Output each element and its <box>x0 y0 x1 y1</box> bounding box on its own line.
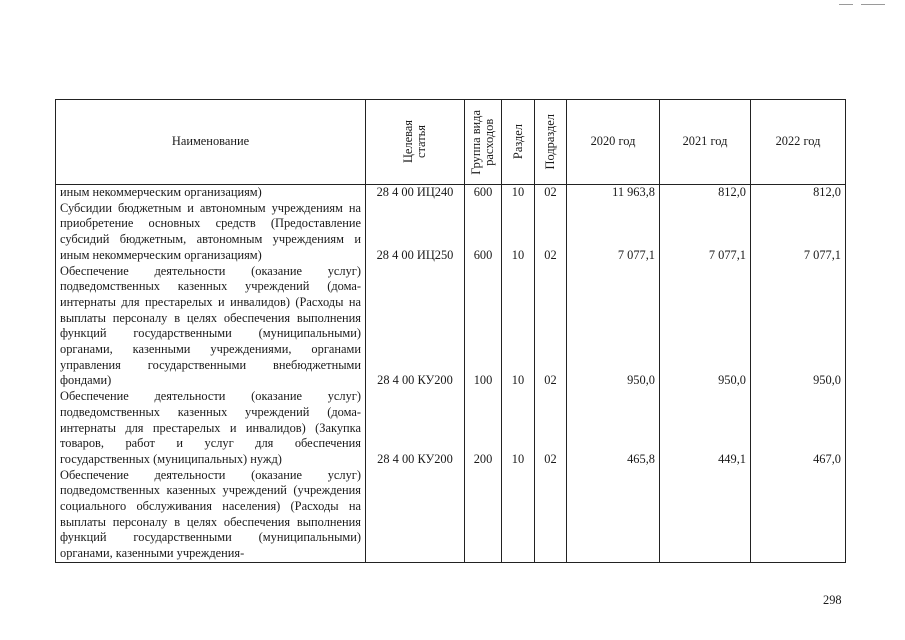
header-section-label: Раздел <box>510 124 525 160</box>
row-name: иным некоммерческим организациям) <box>56 185 366 201</box>
budget-table <box>55 99 846 563</box>
header-target-article <box>366 100 465 185</box>
header-expense-group <box>465 100 502 185</box>
header-name-label: Наименование <box>171 134 250 149</box>
header-2022-label: 2022 год <box>775 134 821 149</box>
header-section <box>502 100 535 185</box>
header-expense-group-label: Группа вида расходов <box>469 109 496 175</box>
row-name: Субсидии бюджетным и автономным учреждениям на приобретение основных средств (Предоставление субсидий бюджетным, автономным учреждениям и иным некоммерческим организациям) <box>56 201 366 264</box>
header-subsection <box>535 100 567 185</box>
edge-mark <box>861 4 885 5</box>
row-2021: 950,0 <box>660 264 751 390</box>
row-2021: 7 077,1 <box>660 201 751 264</box>
row-subsection <box>535 468 567 563</box>
table-row <box>56 185 846 201</box>
row-name: Обеспечение деятельности (оказание услуг) подведомственных казенных учреждений (дома-интернаты для престарелых и инвалидов) (Расходы на выплаты персоналу в целях обеспечения выполнения функций государственными (муниципальными) органами, казенными учреждениями, органами управления государственными внебюджетными фондами) <box>56 264 366 390</box>
header-2021 <box>660 100 751 185</box>
row-2022 <box>751 468 846 563</box>
header-subsection-label: Подраздел <box>543 114 557 170</box>
row-section: 10 <box>502 201 535 264</box>
edge-mark <box>839 4 853 5</box>
row-target-article: 28 4 00 ИЦ240 <box>366 185 465 201</box>
row-2020: 950,0 <box>567 264 660 390</box>
row-target-article <box>366 468 465 563</box>
row-name: Обеспечение деятельности (оказание услуг) подведомственных казенных учреждений (дома-интернаты для престарелых и инвалидов) (Закупка товаров, работ и услуг для обеспечения государственных (муниципальных) нужд) <box>56 389 366 468</box>
row-target-article: 28 4 00 КУ200 <box>366 264 465 390</box>
row-section <box>502 468 535 563</box>
table-row <box>56 201 846 264</box>
row-2022: 7 077,1 <box>751 201 846 264</box>
row-subsection: 02 <box>535 264 567 390</box>
row-2020: 11 963,8 <box>567 185 660 201</box>
row-expense-group: 600 <box>465 185 502 201</box>
row-expense-group <box>465 468 502 563</box>
row-subsection: 02 <box>535 201 567 264</box>
row-subsection: 02 <box>535 185 567 201</box>
row-expense-group: 100 <box>465 264 502 390</box>
header-2020-label: 2020 год <box>590 134 636 149</box>
row-target-article: 28 4 00 ИЦ250 <box>366 201 465 264</box>
row-2020 <box>567 468 660 563</box>
table-row <box>56 264 846 390</box>
row-name: Обеспечение деятельности (оказание услуг) подведомственных казенных учреждений (учреждения социального обслуживания населения) (Расходы на выплаты персоналу в целях обеспечения выполнения функций государственными (муниципальными) органами, казенными учреждения- <box>56 468 366 563</box>
row-2020: 465,8 <box>567 389 660 468</box>
row-2022: 812,0 <box>751 185 846 201</box>
header-2020 <box>567 100 660 185</box>
row-expense-group: 600 <box>465 201 502 264</box>
header-row <box>56 100 846 185</box>
row-expense-group: 200 <box>465 389 502 468</box>
header-name <box>56 100 366 185</box>
row-section: 10 <box>502 264 535 390</box>
row-2022: 467,0 <box>751 389 846 468</box>
page-edge-marks <box>839 4 885 5</box>
header-2022 <box>751 100 846 185</box>
row-2022: 950,0 <box>751 264 846 390</box>
row-target-article: 28 4 00 КУ200 <box>366 389 465 468</box>
row-2021: 812,0 <box>660 185 751 201</box>
row-2020: 7 077,1 <box>567 201 660 264</box>
table-row <box>56 468 846 563</box>
row-section: 10 <box>502 185 535 201</box>
header-2021-label: 2021 год <box>682 134 728 149</box>
page-number: 298 <box>823 593 842 607</box>
header-target-article-label: Целевая статья <box>401 120 428 164</box>
row-section: 10 <box>502 389 535 468</box>
row-2021 <box>660 468 751 563</box>
row-2021: 449,1 <box>660 389 751 468</box>
row-subsection: 02 <box>535 389 567 468</box>
table-row <box>56 389 846 468</box>
